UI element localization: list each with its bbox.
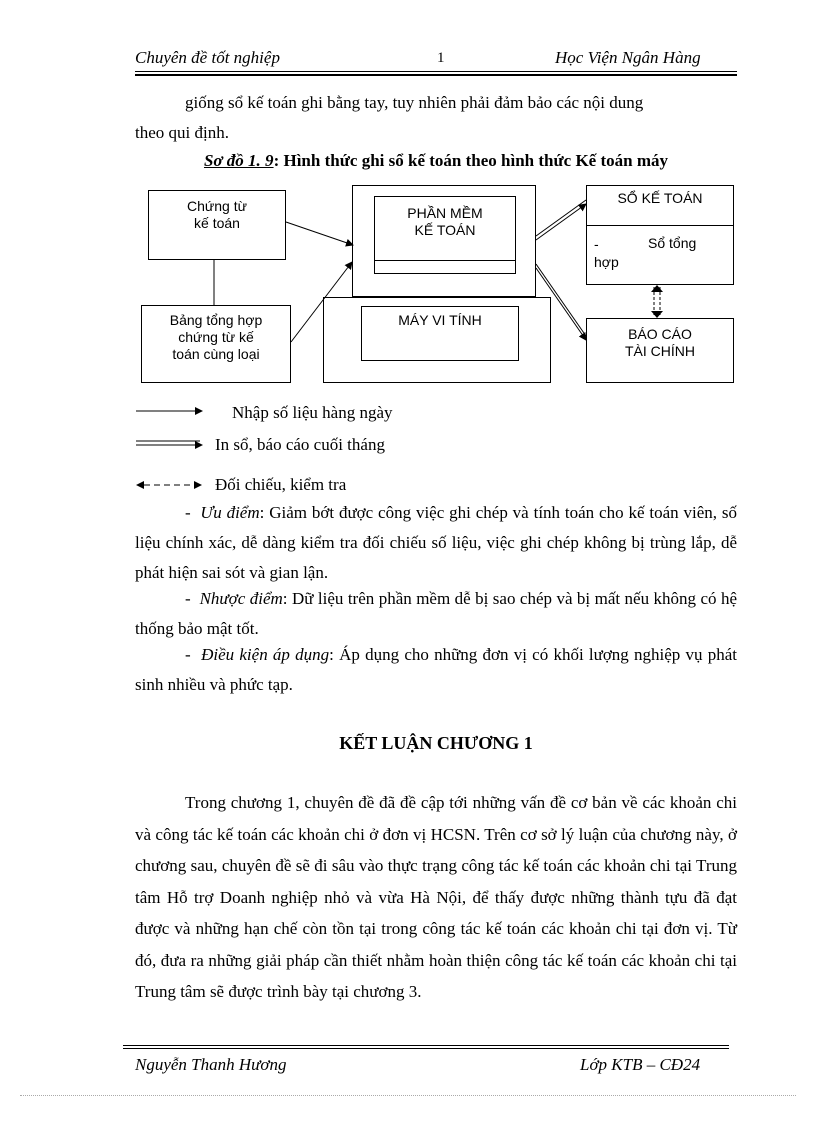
so-ke-toan-dash: -: [594, 236, 599, 252]
legend-symbols: [130, 400, 210, 500]
intro-line2: theo qui định.: [135, 123, 229, 142]
box-so-ke-toan-title: SỔ KẾ TOÁN: [617, 190, 703, 206]
arrow-print-1b: [536, 204, 586, 240]
footer-left: Nguyễn Thanh Hương: [135, 1055, 287, 1074]
conclusion-text: Trong chương 1, chuyên đề đã đề cập tới những vấn đề cơ bản về các khoản chi và công tác kế toán các khoản chi ở đơn vị HCSN. Trên cơ sở lý luận của chương này, ở chương sau, chuyên đề sẽ đi sâu vào thực trạng công tác kế toán các khoản chi tại Trung tâm Hỗ trợ Doanh nghiệp nhỏ và vừa Hà Nội, để thấy được những thành tựu đã đạt được và những hạn chế còn tồn tại trong công tác kế toán các khoản chi tại đơn vị. Từ đó, đưa ra những giải pháp cần thiết nhằm hoàn thiện công tác kế toán các khoản chi tại Trung tâm sẽ được trình bày tại chương 3.: [135, 793, 737, 1001]
box-bao-cao-text: BÁO CÁO TÀI CHÍNH: [625, 326, 695, 359]
arrow-print-1a: [536, 200, 586, 236]
footer-rule: [123, 1045, 729, 1046]
bullet-dieu-kien: - Điều kiện áp dụng: Áp dụng cho những đơn vị có khối lượng nghiệp vụ phát sinh nhiều và phức tạp.: [135, 645, 738, 694]
arrow-print-2b: [536, 268, 586, 340]
check-arrow-down: [651, 311, 663, 318]
accounting-diagram: [0, 0, 816, 400]
page-number: 1: [437, 50, 445, 66]
arrow-input-1: [286, 222, 353, 245]
box-may-vi-tinh-text: MÁY VI TÍNH: [398, 312, 482, 328]
caption-label: Sơ đồ 1. 9: [203, 151, 274, 170]
bullet-uu-diem-label: Ưu điểm: [200, 503, 260, 522]
bullet-dieu-kien-label: Điều kiện áp dụng: [201, 645, 330, 664]
arrow-input-2: [291, 262, 352, 342]
conclusion-paragraph: [135, 787, 737, 1008]
page-bottom-dotted: [20, 1095, 796, 1096]
intro-line1: giống sổ kế toán ghi bằng tay, tuy nhiên phải đảm bảo các nội dung: [185, 93, 644, 112]
check-arrow-up: [651, 285, 663, 292]
bullet-nhuoc-diem: - Nhược điểm: Dữ liệu trên phần mềm dễ bị sao chép và bị mất nếu không có hệ thống bảo mật tốt.: [135, 589, 738, 638]
legend-item3: Đối chiếu, kiểm tra: [215, 475, 347, 494]
footer-right: Lớp KTB – CĐ24: [580, 1055, 701, 1074]
header-right: Học Viện Ngân Hàng: [555, 48, 701, 67]
box-phan-mem-text: PHẦN MỀM KẾ TOÁN: [407, 205, 483, 238]
so-ke-toan-item1: Sổ tổng: [648, 235, 697, 251]
so-ke-toan-item2: hợp: [594, 254, 619, 270]
legend-item1: Nhập số liệu hàng ngày: [232, 403, 393, 422]
box-chung-tu-text: Chứng từ kế toán: [187, 198, 247, 231]
caption-text: : Hình thức ghi sổ kế toán theo hình thức Kế toán máy: [273, 151, 669, 170]
arrow-print-2a: [536, 264, 586, 336]
bullet-nhuoc-diem-label: Nhược điểm: [199, 589, 283, 608]
header-left: Chuyên đề tốt nghiệp: [135, 48, 280, 67]
footer-rule-2: [123, 1048, 729, 1049]
bullet-uu-diem: - Ưu điểm: Giảm bớt được công việc ghi chép và tính toán cho kế toán viên, số liệu chính xác, dễ dàng kiểm tra đối chiếu số liệu, việc ghi chép không bị trùng lắp, dễ phát hiện sai sót và gian lận.: [135, 503, 737, 582]
legend-item2: In sổ, báo cáo cuối tháng: [215, 435, 385, 454]
diagram-arrows: [0, 0, 816, 400]
box-bang-tong-hop-text: Bảng tổng hợp chứng từ kế toán cùng loại: [169, 312, 263, 362]
chapter-conclusion-heading: KẾT LUẬN CHƯƠNG 1: [339, 733, 533, 753]
